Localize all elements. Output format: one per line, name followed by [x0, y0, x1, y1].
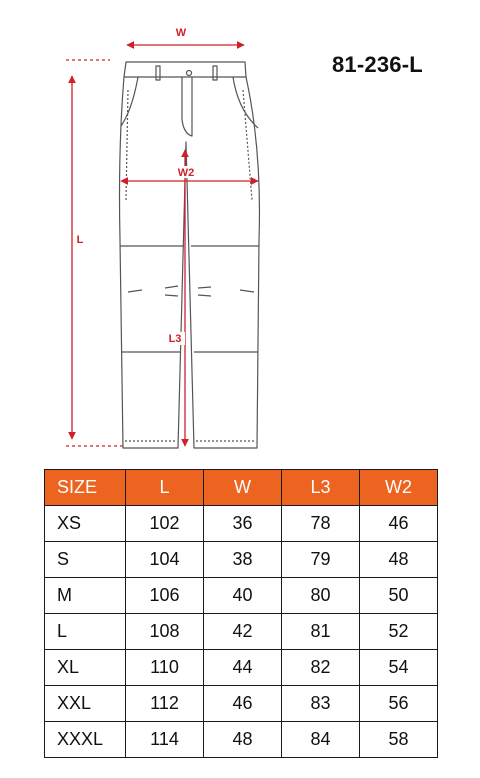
seam-stitch: [126, 90, 252, 200]
belt-loop: [213, 66, 217, 80]
table-cell: 58: [360, 722, 438, 758]
fly: [182, 77, 192, 136]
size-cell: XXL: [45, 686, 126, 722]
knee-slot: [165, 286, 178, 296]
trousers-outline: [120, 62, 260, 448]
waistband: [124, 62, 246, 77]
table-cell: 80: [282, 578, 360, 614]
knee-slot: [198, 287, 211, 296]
table-cell: 40: [204, 578, 282, 614]
waist-button: [187, 71, 192, 76]
table-row: [45, 614, 438, 650]
table-cell: 79: [282, 542, 360, 578]
column-header: SIZE: [45, 470, 126, 506]
table-cell: 81: [282, 614, 360, 650]
table-cell: 38: [204, 542, 282, 578]
model-code: 81-236-L: [332, 52, 423, 77]
table-cell: 52: [360, 614, 438, 650]
table-cell: 44: [204, 650, 282, 686]
table-cell: 84: [282, 722, 360, 758]
column-header: W: [204, 470, 282, 506]
table-cell: 50: [360, 578, 438, 614]
table-cell: 54: [360, 650, 438, 686]
size-cell: XS: [45, 506, 126, 542]
column-header: L: [126, 470, 204, 506]
table-row: [45, 578, 438, 614]
table-cell: 83: [282, 686, 360, 722]
column-header: W2: [360, 470, 438, 506]
column-header: L3: [282, 470, 360, 506]
table-cell: 42: [204, 614, 282, 650]
table-row: [45, 506, 438, 542]
table-cell: 108: [126, 614, 204, 650]
table-cell: 114: [126, 722, 204, 758]
table-cell: 46: [360, 506, 438, 542]
knee-dart: [128, 290, 254, 292]
right-pocket: [233, 77, 258, 128]
table-header-row: [45, 470, 438, 506]
table-cell: 48: [204, 722, 282, 758]
belt-loop: [156, 66, 160, 80]
size-cell: XXXL: [45, 722, 126, 758]
l-label: L: [76, 234, 84, 246]
table-cell: 78: [282, 506, 360, 542]
l3-label: L3: [168, 333, 182, 345]
table-cell: 106: [126, 578, 204, 614]
size-table: [44, 469, 438, 758]
table-cell: 46: [204, 686, 282, 722]
table-cell: 36: [204, 506, 282, 542]
size-cell: XL: [45, 650, 126, 686]
table-row: [45, 722, 438, 758]
size-cell: M: [45, 578, 126, 614]
trouser-silhouette: [120, 77, 260, 448]
w-label: W: [175, 27, 187, 39]
table-row: [45, 686, 438, 722]
right-knee-panel: [191, 246, 259, 352]
table-cell: 48: [360, 542, 438, 578]
table-row: [45, 650, 438, 686]
w2-label: W2: [177, 167, 195, 179]
table-cell: 112: [126, 686, 204, 722]
table-row: [45, 542, 438, 578]
table-cell: 56: [360, 686, 438, 722]
table-cell: 82: [282, 650, 360, 686]
size-cell: L: [45, 614, 126, 650]
size-cell: S: [45, 542, 126, 578]
measurement-labels: [74, 25, 198, 345]
table-cell: 104: [126, 542, 204, 578]
table-cell: 110: [126, 650, 204, 686]
table-cell: 102: [126, 506, 204, 542]
